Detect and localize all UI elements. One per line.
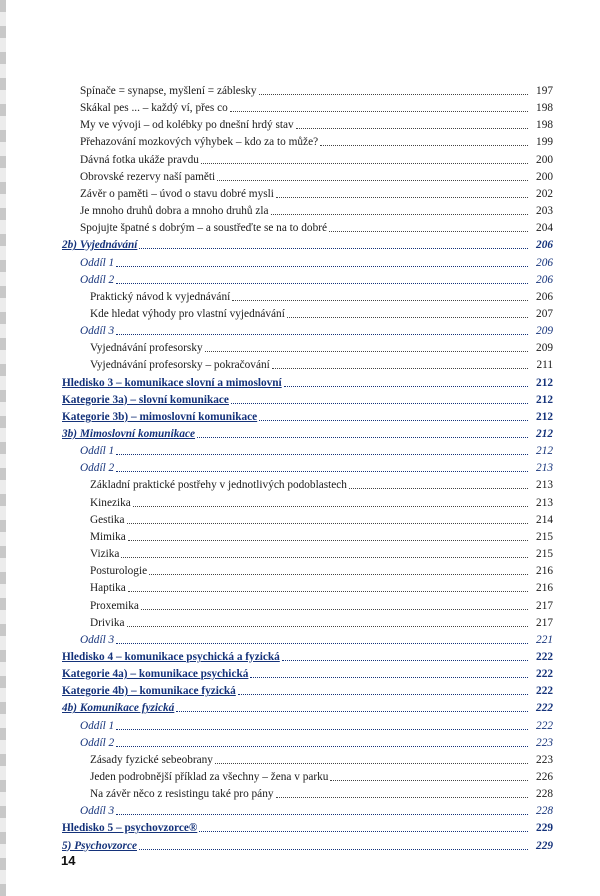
toc-entry-label: Hledisko 4 – komunikace psychická a fyzická bbox=[62, 650, 280, 663]
toc-entry bbox=[90, 494, 553, 510]
dot-leader bbox=[349, 488, 528, 489]
toc-entry bbox=[90, 785, 553, 801]
toc-entry-page: 226 bbox=[536, 771, 553, 783]
toc-entry-page: 229 bbox=[536, 822, 553, 835]
dot-leader bbox=[272, 368, 528, 369]
toc-entry-page: 213 bbox=[536, 479, 553, 492]
toc-entry-page: 217 bbox=[536, 599, 553, 612]
toc-entry-label: Hledisko 5 – psychovzorce® bbox=[62, 822, 198, 835]
toc-entry-page: 207 bbox=[536, 307, 553, 320]
toc-entry-label: Vyjednávání profesorsky – pokračování bbox=[90, 359, 270, 372]
dot-leader bbox=[133, 506, 528, 507]
dot-leader bbox=[271, 214, 528, 215]
toc-entry-label: Dávná fotka ukáže pravdu bbox=[80, 153, 199, 166]
toc-entry bbox=[80, 219, 553, 235]
dot-leader bbox=[116, 266, 528, 267]
toc-entry-page: 222 bbox=[536, 702, 553, 715]
toc-entry bbox=[80, 133, 553, 149]
toc-entry bbox=[80, 202, 553, 218]
dot-leader bbox=[197, 437, 528, 438]
toc-entry-page: 200 bbox=[536, 170, 553, 183]
toc-entry bbox=[90, 476, 553, 492]
dot-leader bbox=[149, 574, 528, 575]
dot-leader bbox=[176, 711, 528, 712]
toc-entry bbox=[62, 408, 553, 424]
toc-entry-label: My ve vývoji – od kolébky po dnešní hrdý stav bbox=[80, 119, 294, 132]
toc-entry bbox=[80, 271, 553, 287]
toc-entry-page: 213 bbox=[536, 462, 553, 475]
toc-entry bbox=[90, 597, 553, 613]
dot-leader bbox=[287, 317, 528, 318]
dot-leader bbox=[201, 163, 528, 164]
toc-entry-page: 212 bbox=[536, 428, 553, 440]
toc-entry bbox=[62, 236, 553, 252]
toc-entry-label: Zásady fyzické sebeobrany bbox=[90, 753, 213, 766]
toc-entry-page: 221 bbox=[536, 633, 553, 646]
toc-entry-page: 212 bbox=[536, 393, 553, 406]
toc-entry bbox=[62, 374, 553, 390]
toc-entry-label: Kategorie 4a) – komunikace psychická bbox=[62, 668, 249, 681]
dot-leader bbox=[329, 231, 528, 232]
dot-leader bbox=[199, 831, 528, 832]
toc-entry-label: Oddíl 2 bbox=[80, 462, 115, 475]
dot-leader bbox=[230, 111, 528, 112]
toc-entry bbox=[62, 682, 553, 698]
dot-leader bbox=[116, 729, 528, 730]
toc-entry bbox=[62, 699, 553, 715]
toc-entry-label: Oddíl 2 bbox=[80, 736, 115, 749]
toc-entry-label: Drivika bbox=[90, 616, 125, 629]
toc-entry-label: 3b) Mimoslovní komunikace bbox=[62, 428, 196, 440]
toc-entry bbox=[90, 768, 553, 784]
toc-entry-label: Kde hledat výhody pro vlastní vyjednávání bbox=[90, 307, 285, 320]
toc-entry-page: 228 bbox=[536, 805, 553, 818]
toc-entry bbox=[62, 648, 553, 664]
toc-entry bbox=[90, 339, 553, 355]
toc-entry-label: Oddíl 1 bbox=[80, 719, 115, 732]
dot-leader bbox=[296, 128, 528, 129]
toc-entry bbox=[80, 734, 553, 750]
toc-entry-page: 204 bbox=[536, 222, 553, 235]
toc-entry bbox=[80, 254, 553, 270]
dot-leader bbox=[139, 248, 528, 249]
dot-leader bbox=[320, 145, 528, 146]
toc-entry bbox=[90, 562, 553, 578]
toc-entry-page: 202 bbox=[536, 187, 553, 200]
dot-leader bbox=[217, 180, 528, 181]
toc-entry bbox=[80, 442, 553, 458]
toc-entry bbox=[80, 802, 553, 818]
dot-leader bbox=[276, 197, 528, 198]
toc-entry-page: 216 bbox=[536, 582, 553, 595]
toc-entry-page: 213 bbox=[536, 496, 553, 509]
dot-leader bbox=[232, 300, 528, 301]
toc-entry bbox=[80, 82, 553, 98]
toc-entry bbox=[62, 819, 553, 835]
toc-entry-label: Skákal pes ... – každý ví, přes co bbox=[80, 102, 228, 115]
toc-entry-page: 212 bbox=[536, 376, 553, 389]
toc-entry-label: Spínače = synapse, myšlení = záblesky bbox=[80, 85, 257, 97]
dot-leader bbox=[259, 94, 528, 95]
toc-entry-page: 211 bbox=[536, 359, 553, 372]
toc-entry-label: 4b) Komunikace fyzická bbox=[62, 702, 175, 715]
toc-entry-label: Vyjednávání profesorsky bbox=[90, 342, 203, 355]
toc-entry bbox=[90, 528, 553, 544]
dot-leader bbox=[116, 283, 528, 284]
toc-entry-label: Proxemika bbox=[90, 599, 139, 612]
toc-entry-label: Praktický návod k vyjednávání bbox=[90, 290, 231, 303]
toc-entry-page: 215 bbox=[536, 530, 553, 543]
toc-entry-page: 223 bbox=[536, 753, 553, 766]
toc-entry bbox=[80, 322, 553, 338]
toc-entry-label: 5) Psychovzorce bbox=[62, 839, 137, 852]
toc-entry-page: 209 bbox=[536, 342, 553, 355]
toc-entry-page: 222 bbox=[536, 650, 553, 663]
toc-entry-label: Kategorie 4b) – komunikace fyzická bbox=[62, 685, 236, 698]
toc-entry-page: 217 bbox=[536, 616, 553, 629]
toc-entry-page: 199 bbox=[536, 136, 553, 149]
toc-entry-page: 198 bbox=[536, 102, 553, 115]
toc-entry-page: 203 bbox=[536, 205, 553, 218]
toc-entry-label: Přehazování mozkových výhybek – kdo za to může? bbox=[80, 136, 319, 149]
dot-leader bbox=[215, 763, 528, 764]
dot-leader bbox=[127, 523, 528, 524]
dot-leader bbox=[330, 780, 528, 781]
toc-entry bbox=[80, 717, 553, 733]
dot-leader bbox=[238, 694, 528, 695]
toc-entry bbox=[80, 99, 553, 115]
toc-entry bbox=[80, 185, 553, 201]
toc-entry-page: 198 bbox=[536, 119, 553, 132]
toc-entry-page: 222 bbox=[536, 685, 553, 698]
toc-entry-page: 206 bbox=[536, 239, 553, 252]
toc-entry-label: Gestika bbox=[90, 513, 125, 526]
toc-entry-label: Oddíl 1 bbox=[80, 256, 115, 269]
toc-entry-label: Oddíl 1 bbox=[80, 445, 115, 458]
toc-entry-label: Obrovské rezervy naší paměti bbox=[80, 170, 216, 183]
toc-entry bbox=[80, 631, 553, 647]
toc-entry bbox=[90, 288, 553, 304]
toc-entry-label: Oddíl 2 bbox=[80, 273, 115, 286]
toc-entry-page: 212 bbox=[536, 445, 553, 458]
toc-entry bbox=[90, 545, 553, 561]
dot-leader bbox=[250, 677, 528, 678]
toc-entry-label: Závěr o paměti – úvod o stavu dobré mysli bbox=[80, 187, 274, 200]
toc-entry-label: Oddíl 3 bbox=[80, 633, 115, 646]
toc-entry bbox=[90, 356, 553, 372]
toc-entry bbox=[62, 391, 553, 407]
toc-entry-page: 223 bbox=[536, 736, 553, 749]
toc-entry-label: Haptika bbox=[90, 582, 126, 595]
dot-leader bbox=[116, 334, 528, 335]
page-edge-tabs bbox=[0, 0, 6, 896]
dot-leader bbox=[231, 403, 528, 404]
toc-entry bbox=[90, 751, 553, 767]
toc-entry bbox=[62, 837, 553, 853]
toc-entry-label: Vizika bbox=[90, 548, 120, 561]
toc-entry-label: Kategorie 3a) – slovní komunikace bbox=[62, 393, 229, 406]
toc-entry-label: Mimika bbox=[90, 530, 126, 543]
toc-entry-page: 228 bbox=[536, 788, 553, 801]
toc-entry bbox=[90, 305, 553, 321]
dot-leader bbox=[116, 643, 528, 644]
dot-leader bbox=[128, 540, 528, 541]
toc-entry-page: 206 bbox=[536, 290, 553, 303]
dot-leader bbox=[116, 814, 528, 815]
dot-leader bbox=[205, 351, 528, 352]
page-number: 14 bbox=[61, 853, 76, 868]
dot-leader bbox=[127, 626, 528, 627]
toc-entry-label: Kinezika bbox=[90, 496, 131, 509]
toc-entry-page: 200 bbox=[536, 153, 553, 166]
dot-leader bbox=[116, 471, 528, 472]
toc-entry bbox=[80, 151, 553, 167]
dot-leader bbox=[284, 386, 528, 387]
toc-entry-page: 206 bbox=[536, 256, 553, 269]
toc-entry-page: 216 bbox=[536, 565, 553, 578]
toc-entry-label: Oddíl 3 bbox=[80, 805, 115, 818]
toc-entry-page: 212 bbox=[536, 410, 553, 423]
toc-entry-page: 206 bbox=[536, 273, 553, 286]
toc-entry bbox=[90, 614, 553, 630]
dot-leader bbox=[128, 591, 528, 592]
dot-leader bbox=[116, 454, 528, 455]
toc-entry-label: Spojujte špatné s dobrým – a soustřeďte se na to dobré bbox=[80, 222, 328, 235]
toc-entry-label: 2b) Vyjednávání bbox=[62, 239, 138, 252]
toc-entry bbox=[80, 459, 553, 475]
dot-leader bbox=[282, 660, 528, 661]
dot-leader bbox=[276, 797, 529, 798]
toc-entry bbox=[62, 425, 553, 441]
toc-entry-page: 229 bbox=[536, 839, 553, 852]
toc-entry-page: 222 bbox=[536, 668, 553, 681]
toc-entry bbox=[80, 168, 553, 184]
toc-entry bbox=[90, 511, 553, 527]
toc-entry-label: Kategorie 3b) – mimoslovní komunikace bbox=[62, 410, 258, 423]
toc-entry-label: Je mnoho druhů dobra a mnoho druhů zla bbox=[80, 205, 269, 218]
toc-entry bbox=[90, 579, 553, 595]
toc-entry-page: 197 bbox=[536, 85, 553, 97]
toc-entry-label: Posturologie bbox=[90, 565, 148, 578]
toc-entry-label: Jeden podrobnější příklad za všechny – žena v parku bbox=[90, 771, 329, 783]
toc-entry-label: Oddíl 3 bbox=[80, 325, 115, 338]
dot-leader bbox=[259, 420, 528, 421]
toc-entry-page: 222 bbox=[536, 719, 553, 732]
toc-entry-page: 209 bbox=[536, 325, 553, 338]
toc-entry-page: 215 bbox=[536, 548, 553, 561]
toc-entry-label: Základní praktické postřehy v jednotlivých podoblastech bbox=[90, 479, 347, 492]
dot-leader bbox=[139, 849, 528, 850]
dot-leader bbox=[121, 557, 528, 558]
dot-leader bbox=[116, 746, 528, 747]
toc-entry bbox=[80, 116, 553, 132]
toc-entry-label: Na závěr něco z resistingu také pro pány bbox=[90, 788, 274, 801]
dot-leader bbox=[141, 609, 528, 610]
toc-entry bbox=[62, 665, 553, 681]
toc-entry-label: Hledisko 3 – komunikace slovní a mimoslovní bbox=[62, 376, 282, 389]
toc-entry-page: 214 bbox=[536, 513, 553, 526]
